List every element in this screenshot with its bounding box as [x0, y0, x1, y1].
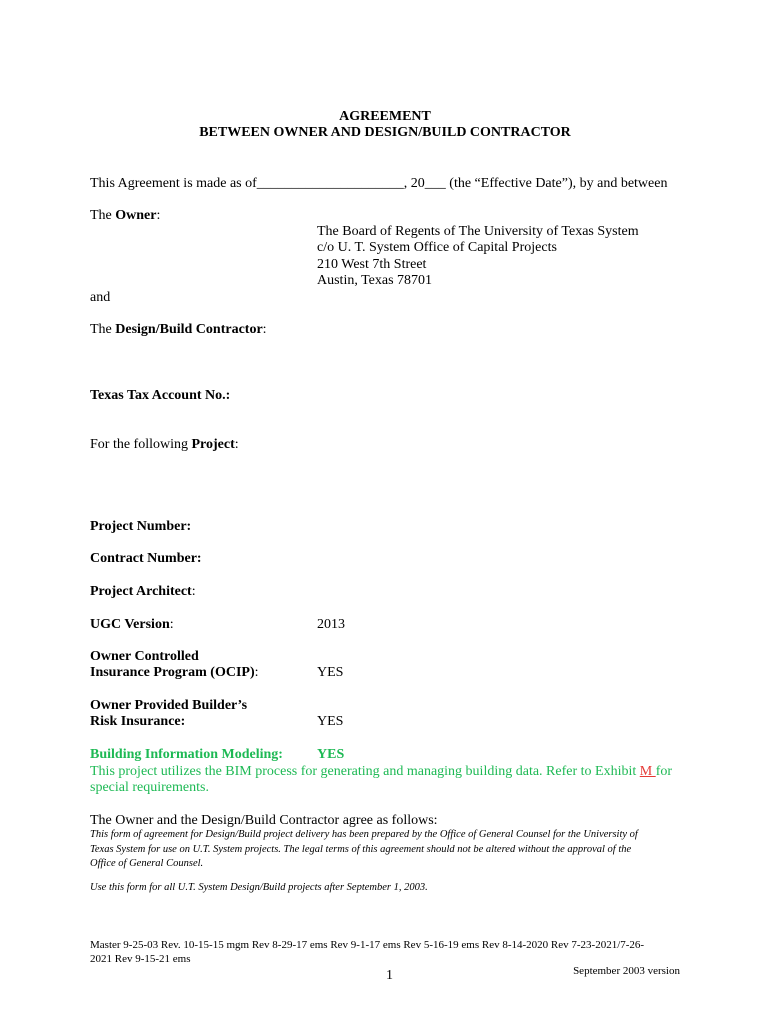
exhibit-m-link[interactable]: M: [639, 764, 656, 779]
ocip-label-2: Insurance Program (OCIP):: [90, 665, 259, 680]
bim-label: Building Information Modeling:: [90, 747, 283, 762]
risk-label-1: Owner Provided Builder’s: [90, 698, 248, 713]
contract-number-label: Contract Number:: [90, 551, 202, 566]
ugc-version-value: 2013: [317, 617, 345, 632]
owner-address-2: c/o U. T. System Office of Capital Projects: [317, 240, 557, 255]
bim-value: YES: [317, 747, 345, 762]
risk-value: YES: [317, 714, 344, 729]
owner-label: The Owner:: [90, 208, 161, 223]
owner-address-4: Austin, Texas 78701: [317, 273, 433, 288]
use-note: Use this form for all U.T. System Design/Build projects after September 1, 2003.: [90, 882, 428, 893]
owner-address-3: 210 West 7th Street: [317, 257, 427, 272]
bim-text-2: special requirements.: [90, 780, 209, 795]
bim-text-1: This project utilizes the BIM process for generating and managing building data. Refer to Exhibit M for: [90, 764, 673, 779]
note-line-1: This form of agreement for Design/Build project delivery has been prepared by the Office of General Counsel for the University of: [90, 829, 638, 840]
project-number-label: Project Number:: [90, 519, 192, 534]
note-line-3: Office of General Counsel.: [90, 858, 204, 869]
owner-address-1: The Board of Regents of The University of Texas System: [317, 224, 639, 239]
and-text: and: [90, 290, 111, 305]
ocip-value: YES: [317, 665, 344, 680]
ugc-version-label: UGC Version:: [90, 617, 174, 632]
risk-label-2: Risk Insurance:: [90, 714, 186, 729]
intro-text: This Agreement is made as of_____________________, 20___ (the “Effective Date”), by and between: [90, 176, 668, 191]
contractor-label: The Design/Build Contractor:: [90, 322, 267, 337]
note-line-2: Texas System for use on U.T. System projects. The legal terms of this agreement should not be altered without the approval of the: [90, 844, 632, 855]
ocip-label-1: Owner Controlled: [90, 649, 199, 664]
revision-line-2: 2021 Rev 9-15-21 ems: [90, 953, 191, 965]
version-label: September 2003 version: [573, 965, 680, 977]
title-line-1: AGREEMENT: [339, 109, 431, 124]
tax-account-label: Texas Tax Account No.:: [90, 388, 231, 403]
page-number: 1: [386, 968, 393, 983]
project-label: For the following Project:: [90, 437, 239, 452]
title-line-2: BETWEEN OWNER AND DESIGN/BUILD CONTRACTOR: [199, 125, 571, 140]
project-architect-label: Project Architect:: [90, 584, 196, 599]
revision-line-1: Master 9-25-03 Rev. 10-15-15 mgm Rev 8-29-17 ems Rev 9-1-17 ems Rev 5-16-19 ems Rev 8-14-2020 Rev 7-23-2021/7-26-: [90, 939, 645, 951]
agree-text: The Owner and the Design/Build Contractor agree as follows:: [90, 813, 438, 828]
